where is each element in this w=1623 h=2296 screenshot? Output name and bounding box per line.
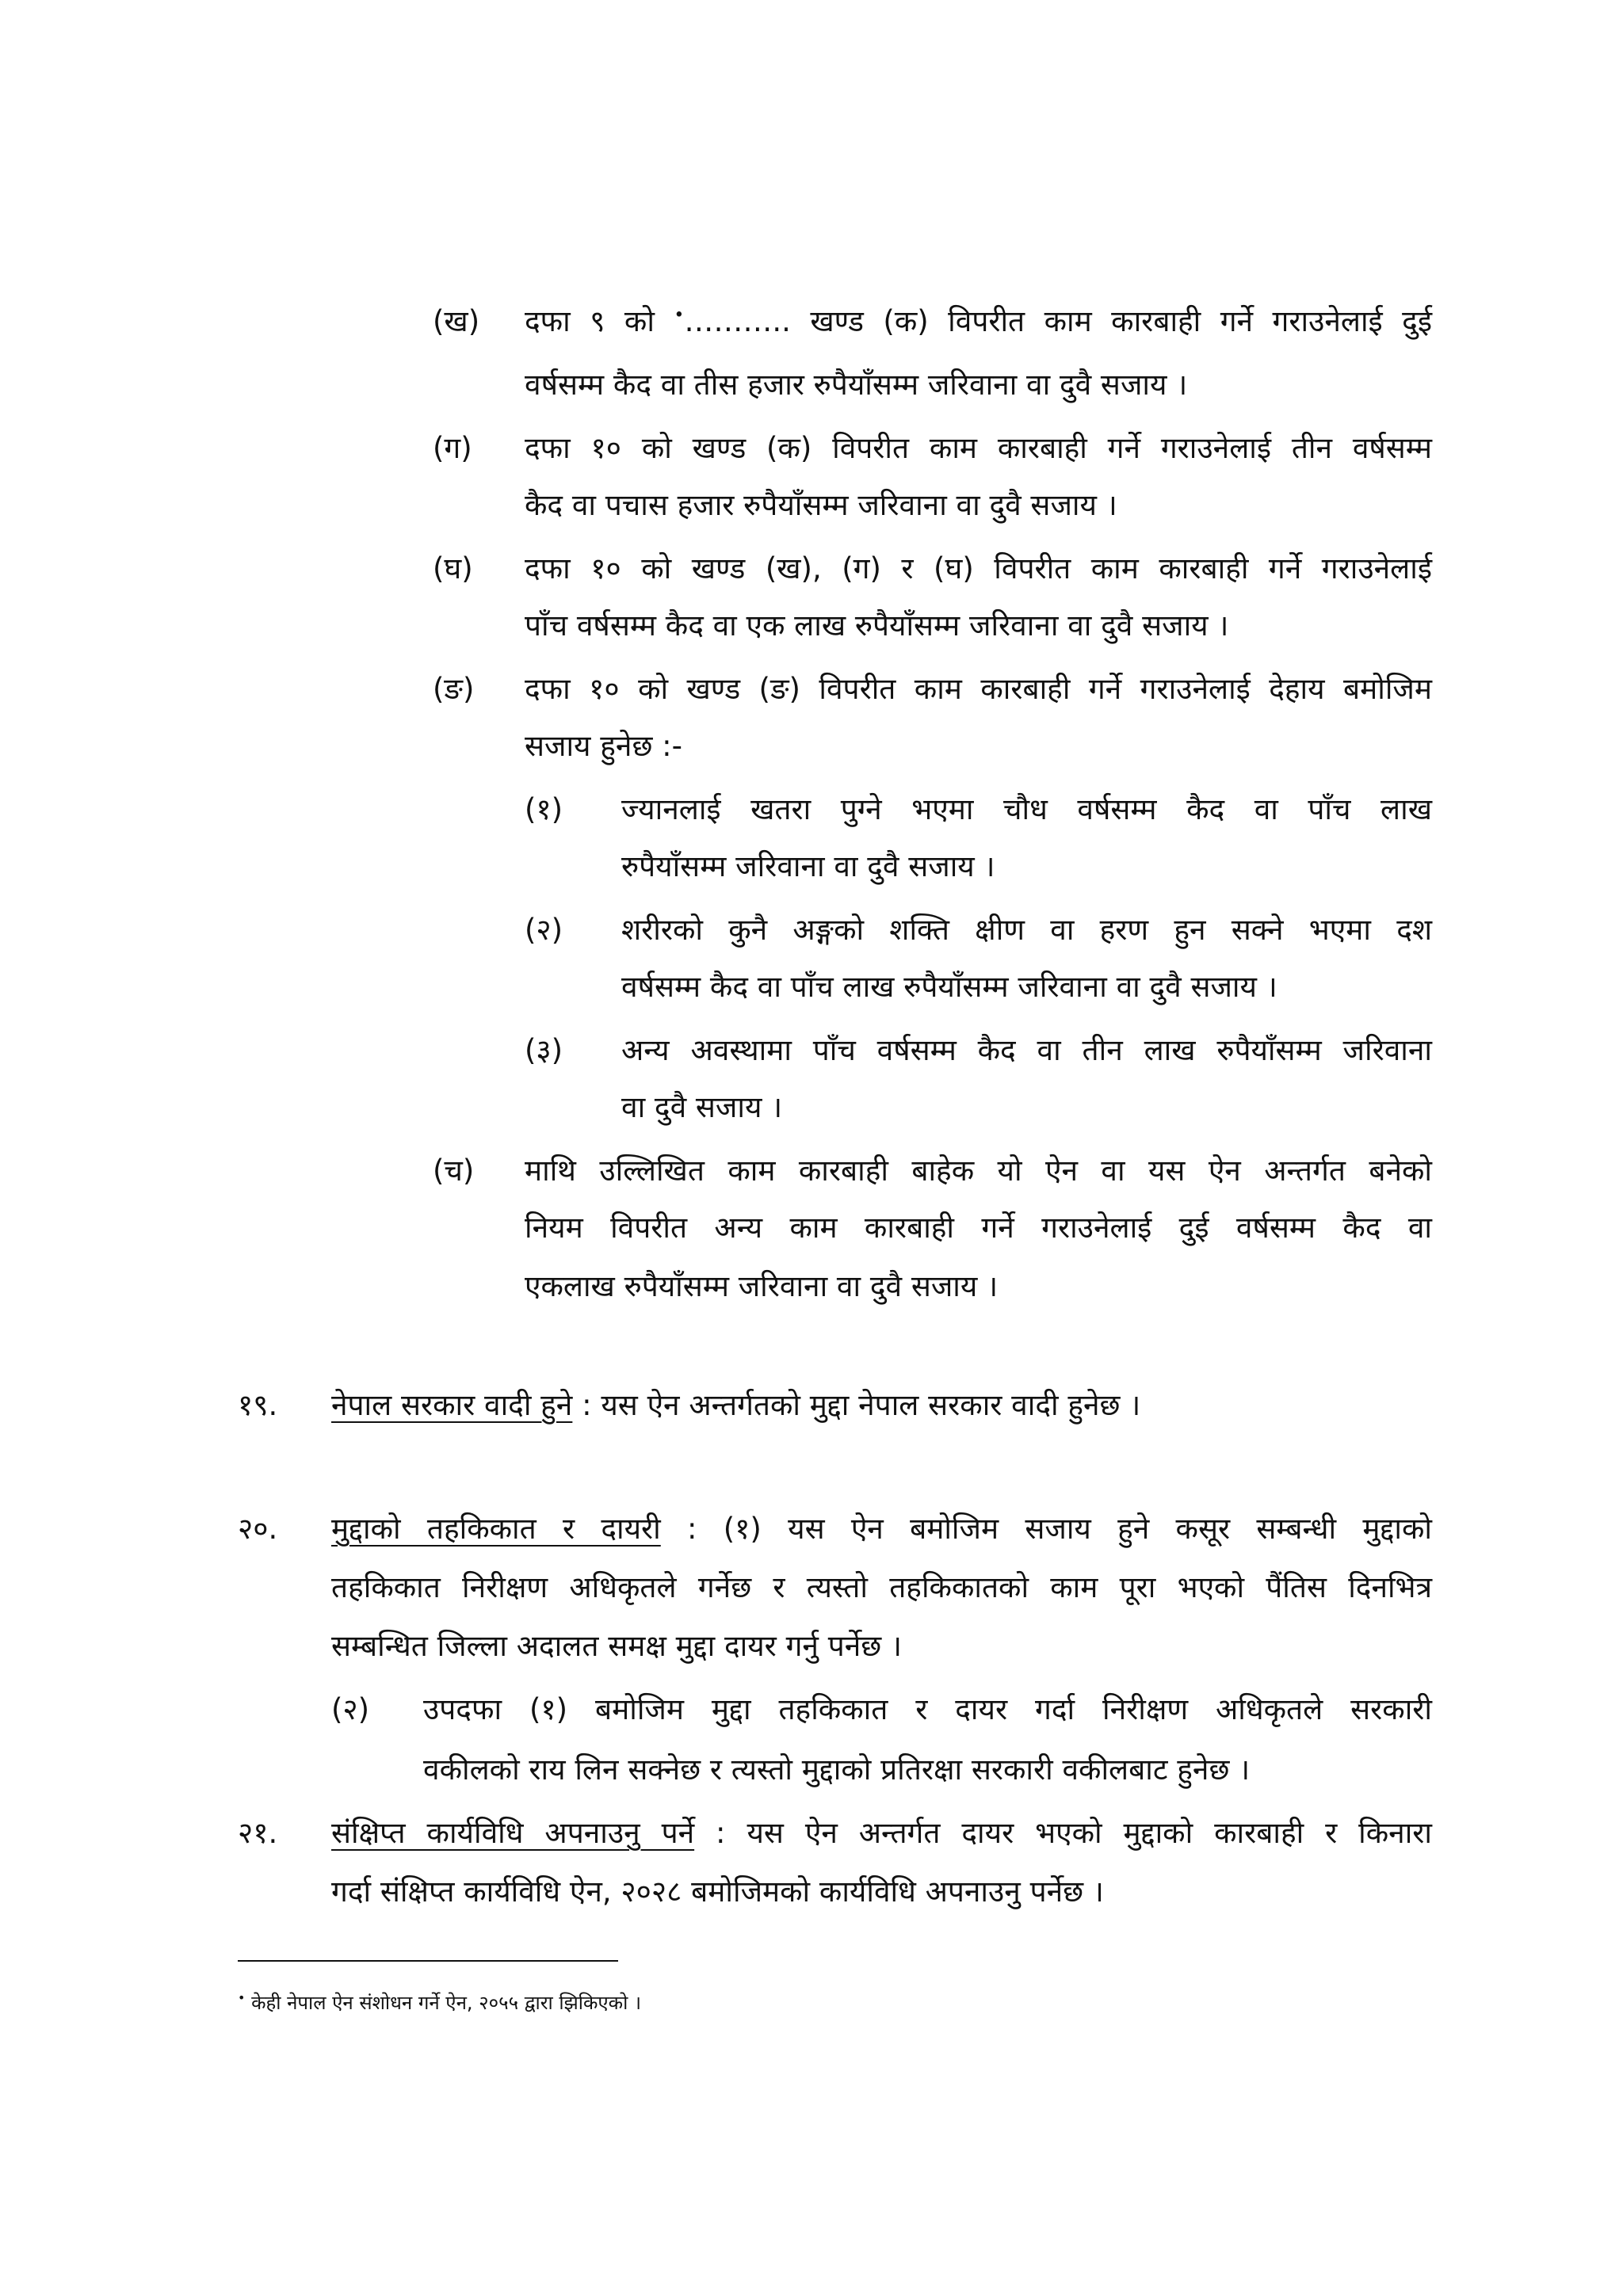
clause-nga-line2: सजाय हुनेछ :-: [525, 729, 682, 763]
subclause-1-line2: रुपैयाँसम्म जरिवाना वा दुवै सजाय ।: [621, 849, 995, 883]
footnote-ref-marker: •: [674, 305, 685, 326]
section-20-line3: सम्बन्धित जिल्ला अदालत समक्ष मुद्दा दायर गर्नु पर्नेछ ।: [331, 1629, 902, 1663]
section-number-19: १९.: [238, 1388, 278, 1422]
subclause-label-1: (१): [525, 792, 563, 826]
clause-label-gha: (घ): [433, 551, 473, 585]
section-21-heading: संक्षिप्त कार्यविधि अपनाउनु पर्ने: [331, 1816, 695, 1850]
clause-nga-line1: दफा १० को खण्ड (ङ) विपरीत काम कारबाही गर्ने गराउनेलाई देहाय बमोजिम: [525, 672, 1432, 706]
clause-cha-line3: एकलाख रुपैयाँसम्म जरिवाना वा दुवै सजाय ।: [525, 1269, 999, 1303]
section-20-sub2-line2: वकीलको राय लिन सक्नेछ र त्यस्तो मुद्दाको प्रतिरक्षा सरकारी वकीलबाट हुनेछ ।: [423, 1753, 1251, 1787]
subclause-1-line1: ज्यानलाई खतरा पुग्ने भएमा चौध वर्षसम्म कैद वा पाँच लाख: [621, 792, 1432, 826]
section-20-sub2-label: (२): [331, 1692, 370, 1726]
section-20-sub2-line1: उपदफा (१) बमोजिम मुद्दा तहकिकात र दायर गर्दा निरीक्षण अधिकृतले सरकारी: [423, 1692, 1432, 1726]
section-19-line1: [331, 1386, 1140, 1425]
clause-cha-line1: माथि उल्लिखित काम कारबाही बाहेक यो ऐन वा यस ऐन अन्तर्गत बनेको: [525, 1154, 1432, 1188]
subclause-label-3: (३): [525, 1033, 563, 1067]
footnote: [238, 1990, 641, 2016]
clause-ga-line2: कैद वा पचास हजार रुपैयाँसम्म जरिवाना वा दुवै सजाय ।: [525, 488, 1117, 522]
section-20-line1-rest: : (१) यस ऐन बमोजिम सजाय हुने कसूर सम्बन्धी मुद्दाको: [660, 1512, 1433, 1546]
clause-label-ga: (ग): [433, 431, 472, 465]
clause-label-kha: (ख): [433, 304, 480, 338]
section-19-text: : यस ऐन अन्तर्गतको मुद्दा नेपाल सरकार वादी हुनेछ ।: [572, 1388, 1141, 1422]
section-20-line2: तहकिकात निरीक्षण अधिकृतले गर्नेछ र त्यस्तो तहकिकातको काम पूरा भएको पैंतिस दिनभित्र: [331, 1570, 1432, 1604]
section-19-heading: नेपाल सरकार वादी हुने: [331, 1388, 573, 1422]
clause-kha-text-post: ……….. खण्ड (क) विपरीत काम कारबाही गर्ने गराउनेलाई दुई: [684, 304, 1432, 338]
section-20-heading: मुद्दाको तहकिकात र दायरी: [331, 1512, 661, 1546]
clause-label-nga: (ङ): [433, 672, 475, 706]
footnote-text: केही नेपाल ऐन संशोधन गर्ने ऐन, २०५५ द्वारा झिकिएको ।: [245, 1992, 642, 2014]
section-number-20: २०.: [238, 1512, 278, 1546]
clause-kha-text-pre: दफा ९ को: [525, 304, 674, 338]
clause-kha-line1: [525, 303, 1432, 341]
footnote-separator: [238, 1960, 618, 1962]
subclause-2-line1: शरीरको कुनै अङ्गको शक्ति क्षीण वा हरण हुन सक्ने भएमा दश: [621, 913, 1432, 947]
subclause-3-line1: अन्य अवस्थामा पाँच वर्षसम्म कैद वा तीन लाख रुपैयाँसम्म जरिवाना: [621, 1033, 1432, 1067]
clause-ga-line1: दफा १० को खण्ड (क) विपरीत काम कारबाही गर्ने गराउनेलाई तीन वर्षसम्म: [525, 431, 1432, 465]
subclause-2-line2: वर्षसम्म कैद वा पाँच लाख रुपैयाँसम्म जरिवाना वा दुवै सजाय ।: [621, 970, 1277, 1004]
clause-gha-line1: दफा १० को खण्ड (ख), (ग) र (घ) विपरीत काम कारबाही गर्ने गराउनेलाई: [525, 551, 1432, 585]
footnote-marker: •: [238, 1990, 246, 2005]
clause-kha-line2: वर्षसम्म कैद वा तीस हजार रुपैयाँसम्म जरिवाना वा दुवै सजाय ।: [525, 368, 1188, 402]
clause-gha-line2: पाँच वर्षसम्म कैद वा एक लाख रुपैयाँसम्म जरिवाना वा दुवै सजाय ।: [525, 608, 1229, 643]
subclause-label-2: (२): [525, 913, 563, 947]
subclause-3-line2: वा दुवै सजाय ।: [621, 1090, 783, 1124]
section-21-line1-rest: : यस ऐन अन्तर्गत दायर भएको मुद्दाको कारबाही र किनारा: [694, 1816, 1432, 1850]
clause-label-cha: (च): [433, 1154, 475, 1188]
clause-cha-line2: नियम विपरीत अन्य काम कारबाही गर्ने गराउनेलाई दुई वर्षसम्म कैद वा: [525, 1211, 1432, 1245]
section-20-line1: [331, 1510, 1432, 1548]
section-number-21: २१.: [238, 1816, 278, 1850]
section-21-line1: [331, 1814, 1432, 1852]
section-21-line2: गर्दा संक्षिप्त कार्यविधि ऐन, २०२८ बमोजिमको कार्यविधि अपनाउनु पर्नेछ ।: [331, 1875, 1104, 1909]
